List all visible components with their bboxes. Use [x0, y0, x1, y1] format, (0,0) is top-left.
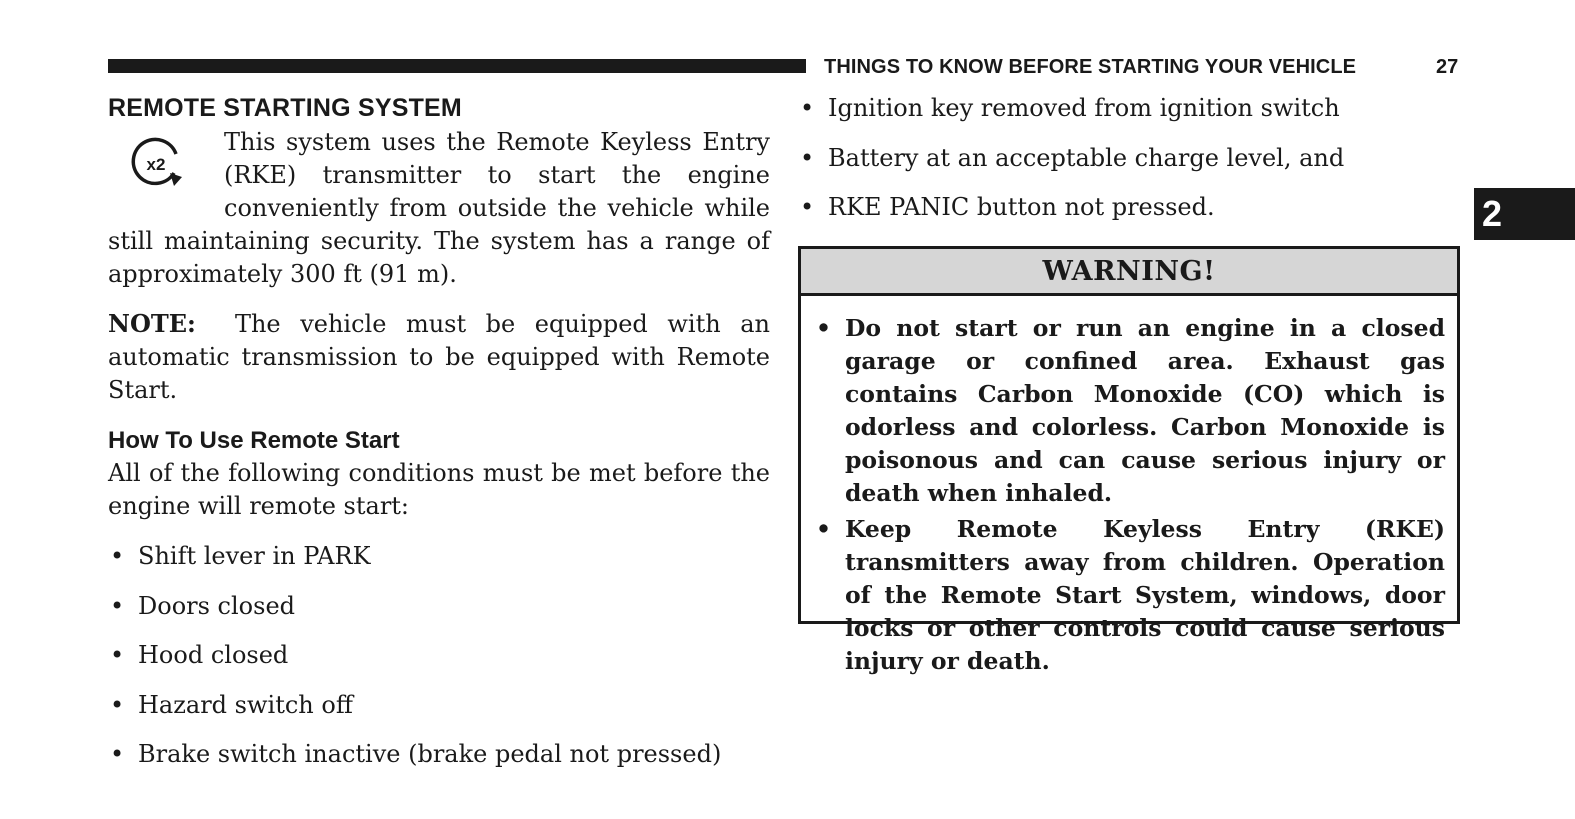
list-item: • Brake switch inactive (brake pedal not pressed) — [108, 738, 770, 771]
warning-item: • Do not start or run an engine in a closed garage or confined area. Exhaust gas contains Carbon Monoxide (CO) which is odorless and colorless. Carbon Monoxide is poisonous and can cause serious injury or death when inhaled. — [815, 312, 1445, 510]
warning-item: • Keep Remote Keyless Entry (RKE) transmitters away from children. Operation of the Remote Start System, windows, door locks or other controls could cause serious injury or death. — [815, 513, 1445, 678]
list-item: • RKE PANIC button not pressed. — [798, 191, 1460, 224]
warning-list — [801, 296, 1457, 678]
list-item: • Ignition key removed from ignition switch — [798, 92, 1460, 125]
note-text: The vehicle must be equipped with an automatic transmission to be equipped with Remote Start. — [108, 310, 770, 404]
list-item: • Doors closed — [108, 590, 770, 623]
list-item: • Shift lever in PARK — [108, 540, 770, 573]
warning-title: WARNING! — [801, 249, 1457, 296]
section-title: REMOTE STARTING SYSTEM — [108, 94, 462, 122]
intro-paragraph — [108, 126, 770, 291]
left-column — [108, 90, 770, 788]
conditions-intro: All of the following conditions must be met before the engine will remote start: — [108, 459, 770, 520]
note-paragraph — [108, 307, 770, 407]
conditions-list — [108, 540, 770, 771]
note-label: NOTE: — [108, 309, 196, 338]
running-head: THINGS TO KNOW BEFORE STARTING YOUR VEHICLE — [824, 56, 1357, 78]
page-number: 27 — [1436, 56, 1459, 78]
list-item: • Hood closed — [108, 639, 770, 672]
header-rule — [108, 59, 806, 73]
subsection-title: How To Use Remote Start — [108, 427, 400, 454]
warning-box — [798, 246, 1460, 675]
svg-text:x2: x2 — [146, 155, 166, 174]
list-item: • Hazard switch off — [108, 689, 770, 722]
right-column — [798, 92, 1460, 241]
conditions-list-continued — [798, 92, 1460, 224]
intro-text: This system uses the Remote Keyless Entry (RKE) transmitter to start the engine conveniently from outside the vehicle while still maintaining security. The system has a range of approximately 300 ft (91 m). — [108, 128, 770, 288]
remote-start-x2-icon — [108, 126, 224, 202]
list-item: • Battery at an acceptable charge level, and — [798, 142, 1460, 175]
chapter-tab: 2 — [1474, 188, 1575, 240]
